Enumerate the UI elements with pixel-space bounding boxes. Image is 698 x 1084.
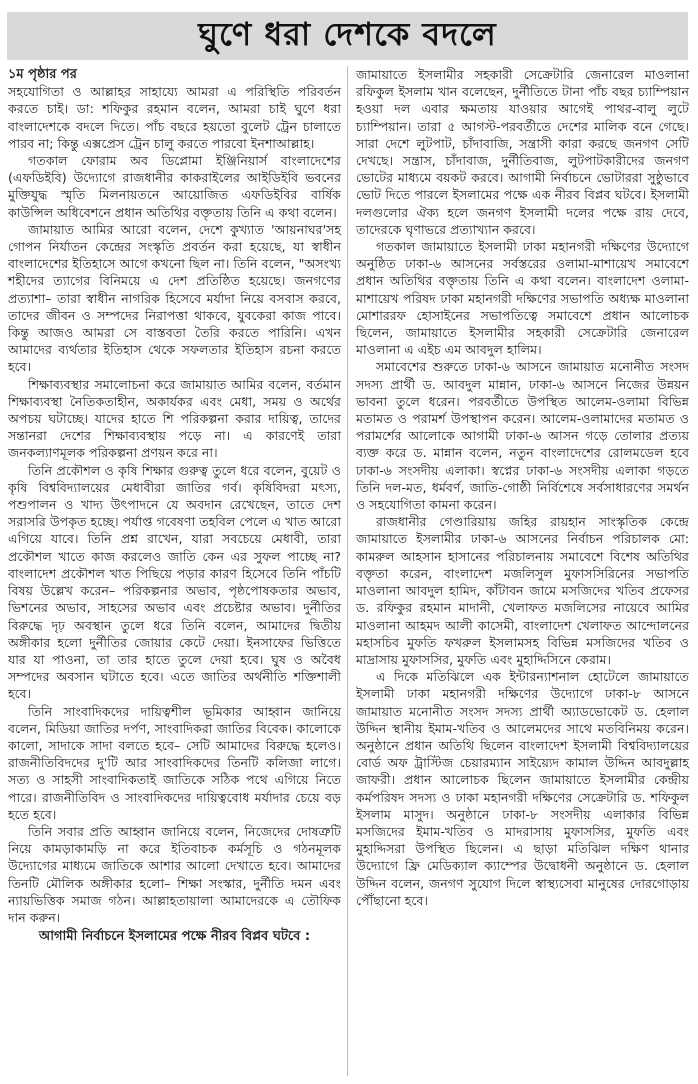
paragraph: রাজধানীর গেণ্ডারিয়ায় জহির রায়হান সাংস্কৃতিক কেন্দ্রে জামায়াতে ইসলামীর ঢাকা-৬ আসনের নির্বাচন পরিচালক মো: কামরুল আহসান হাসানের পরিচালনায় সমাবেশে বিশেষ অতিথির বক্তৃতা করেন, বাংলাদেশ মজলিসুল মুফাসসিরিনের সভাপতি মাওলানা আবদুল হামিদ, কাঁটাবন জামে মসজিদের খতিব প্রফেসর ড. রফিকুর রহমান মাদানী, খেলাফত মজলিসের নায়েবে আমির মাওলানা আহমদ আলী কাসেমী, বাংলাদেশ খেলাফত আন্দোলনের মহাসচিব মুফতি ফখরুল ইসলামসহ বিভিন্ন মসজিদের খতিব ও মাদ্রাসায় মুফাসসির, মুফতি এবং মুহাদ্দিসিনে কেরাম। <box>356 514 689 667</box>
paragraph: তিনি প্রকৌশল ও কৃষি শিক্ষার গুরুত্ব তুলে ধরে বলেন, বুয়েট ও কৃষি বিশ্ববিদ্যালয়ের মেধাবীরা জাতির গর্ব। কৃষিবিদরা মৎস্য, পশুপালন ও খাদ্য উৎপাদনে যে অবদান রেখেছেন, তাতে দেশ সরাসরি উপকৃত হচ্ছে। পর্যাপ্ত গবেষণা তহবিল পেলে এ খাত আরো এগিয়ে যাবে। তিনি প্রশ্ন রাখেন, যারা সবচেয়ে মেধাবী, তারা প্রকৌশল খাতে কাজ করলেও জাতি কেন এর সুফল পাচ্ছে না? বাংলাদেশ প্রকৌশল খাত পিছিয়ে পড়ার কারণ হিসেবে তিনি পাঁচটি বিষয় উল্লেখ করেন– পরিকল্পনার অভাব, পৃষ্ঠপোষকতার অভাব, ভিশনের অভাব, সাহসের অভাব এবং প্রচেষ্টার অভাব। দুর্নীতির বিরুদ্ধে দৃঢ় অবস্থান তুলে ধরে তিনি বলেন, আমাদের দ্বিতীয় অঙ্গীকার হলো দুর্নীতির জোয়ার কেটে দেয়া। ইনসাফের ভিত্তিতে যার যা পাওনা, তা তার হাতে তুলে দেয়া হবে। ঘুষ ও অবৈধ সম্পদের অবসান ঘটাতে হবে। এতে জাতির অর্থনীতি শক্তিশালী হবে। <box>8 462 341 702</box>
left-column <box>8 66 341 945</box>
headline: ঘুণে ধরা দেশকে বদলে <box>198 15 497 53</box>
paragraph: তিনি সবার প্রতি আহ্বান জানিয়ে বলেন, নিজেদের দোষত্রুটি নিয়ে কামড়াকামড়ি না করে ইতিবাচক কর্মসূচি ও গঠনমূলক উদ্যোগের মাধ্যমে জাতিকে আশার আলো দেখাতে হবে। আমাদের তিনটি মৌলিক অঙ্গীকার হলো– শিক্ষা সংস্কার, দুর্নীতি দমন এবং ন্যায়ভিত্তিক সমাজ গঠন। আল্লাহতায়ালা আমাদেরকে এ তৌফিক দান করুন। <box>8 823 341 925</box>
paragraph: জামায়াত আমির আরো বলেন, দেশে কুখ্যাত 'আয়নাঘর'সহ গোপন নির্যাতন কেন্দ্রের সংস্কৃতি প্রবর্তন করা হয়েছে, যা স্বাধীন বাংলাদেশের ইতিহাসে আগে কখনো ছিল না। তিনি বলেন, "অসংখ্য শহীদের ত্যাগের বিনিময়ে এ দেশ প্রতিষ্ঠিত হয়েছে। জনগণের প্রত্যাশা– তারা স্বাধীন নাগরিক হিসেবে মর্যাদা নিয়ে বসবাস করবে, তাদের জীবন ও সম্পদের নিরাপত্তা থাকবে, যুবকেরা কাজ পাবে। কিন্তু আজও আমরা সে বাস্তবতা তৈরি করতে পারিনি। এখন আমাদের ব্যর্থতার ইতিহাস থেকে সফলতার ইতিহাস রচনা করতে হবে। <box>8 221 341 375</box>
paragraph: গতকাল ফোরাম অব ডিপ্লোমা ইঞ্জিনিয়ার্স বাংলাদেশের (এফডিইবি) উদ্যোগে রাজধানীর কাকরাইলের আইডিইবি ভবনের মুক্তিযুদ্ধ স্মৃতি মিলনায়তনে আয়োজিত এফডিইবির বার্ষিক কাউন্সিল অধিবেশনে প্রধান অতিথির বক্তৃতায় তিনি এ কথা বলেন। <box>8 153 341 220</box>
paragraph: জামায়াতে ইসলামীর সহকারী সেক্রেটারি জেনারেল মাওলানা রফিকুল ইসলাম খান বলেছেন, দুর্নীতিতে টানা পাঁচ বছর চ্যাম্পিয়ান হওয়া দল এবার ক্ষমতায় যাওয়ার আগেই পাথর-বালু লুটে চ্যাম্পিয়ান। তারা ৫ আগস্ট-পরবর্তীতে দেশের মালিক বনে গেছে। সারা দেশে লুটপাট, চাঁদাবাজি, সন্ত্রাসী কারা করছে জনগণ সেটি দেখছে। সন্ত্রাস, চাঁদাবাজ, দুর্নীতিবাজ, লুটপাটকারীদের জনগণ ভোটের মাধ্যমে বয়কট করবে। আগামী নির্বাচনে ভোটাররা সুষ্ঠুভাবে ভোট দিতে পারলে ইসলামের পক্ষে এক নীরব বিপ্লব ঘটবে। ইসলামী দলগুলোর ঐক্য হলে জনগণ ইসলামী দলের পক্ষে রায় দেবে, তাদেরকে ঘৃণাভরে প্রত্যাখ্যান করবে। <box>356 67 689 237</box>
paragraph: শিক্ষাব্যবস্থার সমালোচনা করে জামায়াত আমির বলেন, বর্তমান শিক্ষাব্যবস্থা নৈতিকতাহীন, অকার্যকর এবং মেধা, সময় ও অর্থের অপচয় ঘটাচ্ছে। যাদের হাতে শি পরিকল্পনা করার দায়িত্ব, তাদের সন্তানরা দেশের শিক্ষাব্যবস্থায় পড়ে না। এ কারণেই তারা জনকল্যাণমূলক পরিকল্পনা প্রণয়ন করে না। <box>8 376 341 461</box>
continued-from-kicker: ১ম পৃষ্ঠার পর <box>8 67 77 82</box>
column-divider <box>347 66 348 1076</box>
paragraph: এ দিকে মতিঝিলে এক ইন্টারন্যাশনাল হোটেলে জামায়াতে ইসলামী ঢাকা মহানগরী দক্ষিণের উদ্যোগে ঢাকা-৮ আসনে জামায়াত মনোনীত সংসদ সদস্য প্রার্থী অ্যাডভোকেট ড. হেলাল উদ্দিন স্থানীয় ইমাম-খতিব ও আলেমদের সাথে মতবিনিময় করেন। অনুষ্ঠানে প্রধান অতিথি ছিলেন বাংলাদেশ ইসলামী বিশ্ববিদ্যালয়ের বোর্ড অফ ট্রাস্টিজ চেয়ারম্যান সাইয়্যেদ কামাল উদ্দিন আবদুল্লাহ জাফরী। প্রধান আলোচক ছিলেন জামায়াতে ইসলামীর কেন্দ্রীয় কর্মপরিষদ সদস্য ও ঢাকা মহানগরী দক্ষিণের সেক্রেটারি ড. শফিকুল ইসলাম মাসুদ। অনুষ্ঠানে ঢাকা-৮ সংসদীয় এলাকার বিভিন্ন মসজিদের ইমাম-খতিব ও মাদরাসায় মুফাসসির, মুফতি এবং মুহাদ্দিসরা উপস্থিত ছিলেন। এ ছাড়া মতিঝিল দক্ষিণ থানার উদ্যোগে ফ্রি মেডিক্যাল ক্যাম্পের উদ্বোধনী অনুষ্ঠানে ড. হেলাল উদ্দিন বলেন, জনগণ সুযোগ দিলে স্বাস্থ্যসেবা মানুষের দোরগোড়ায় পৌঁছানো হবে। <box>356 669 689 908</box>
right-column <box>356 66 689 909</box>
paragraph: সমাবেশের শুরুতে ঢাকা-৬ আসনে জামায়াত মনোনীত সংসদ সদস্য প্রার্থী ড. আবদুল মান্নান, ঢাকা-৬ আসনে নিজের উন্নয়ন ভাবনা তুলে ধরেন। পরবর্তীতে উপস্থিত আলেম-ওলামা বিভিন্ন মতামত ও পরামর্শ উপস্থাপন করেন। আলেম-ওলামাদের মতামত ও পরামর্শের আলোকে আগামী ঢাকা-৬ আসন গড়ে তোলার প্রত্যয় ব্যক্ত করে ড. মান্নান বলেন, নতুন বাংলাদেশের রোলমডেল হবে ঢাকা-৬ সংসদীয় এলাকা। স্বপ্নের ঢাকা-৬ সংসদীয় এলাকা গড়তে তিনি দল-মত, ধর্মবর্ণ, জাতি-গোষ্ঠী নির্বিশেষে সর্বসাধারণের সমর্থন ও সহযোগিতা কামনা করেন। <box>356 359 689 513</box>
headline-bar <box>7 12 688 60</box>
paragraph: সহযোগিতা ও আল্লাহর সাহায্যে আমরা এ পরিস্থিতি পরিবর্তন করতে চাই। ডা: শফিকুর রহমান বলেন, আমরা চাই ঘুণে ধরা বাংলাদেশকে বদলে দিতে। পাঁচ বছরে হয়তো বুলেট ট্রেন চালাতে পারব না; কিন্তু এক্সপ্রেস ট্রেন চালু করতে পারবো ইনশাআল্লাহ। <box>8 84 341 151</box>
subheading: আগামী নির্বাচনে ইসলামের পক্ষে নীরব বিপ্লব ঘটবে : <box>38 929 311 945</box>
paragraph: তিনি সাংবাদিকদের দায়িত্বশীল ভূমিকার আহ্বান জানিয়ে বলেন, মিডিয়া জাতির দর্পণ, সাংবাদিকরা জাতির বিবেক। কালোকে কালো, সাদাকে সাদা বলতে হবে– সেটি আমাদের বিরুদ্ধে হলেও। রাজনীতিবিদদের দু'টি আর সাংবাদিকদের তিনটি কলিজা লাগে। সত্য ও সাহসী সাংবাদিকতাই জাতিকে সঠিক পথে এগিয়ে নিতে পারে। রাজনীতিবিদ ও সাংবাদিকদের দায়িত্ববোধ মর্যাদার চেয়ে বড় হতে হবে। <box>8 703 341 822</box>
paragraph: গতকাল জামায়াতে ইসলামী ঢাকা মহানগরী দক্ষিণের উদ্যোগে অনুষ্ঠিত ঢাকা-৬ আসনের সর্বস্তরের ওলামা-মাশায়েখ সমাবেশে প্রধান অতিথির বক্তৃতায় তিনি এ কথা বলেন। বাংলাদেশ ওলামা-মাশায়েখ পরিষদ ঢাকা মহানগরী দক্ষিণের সভাপতি অধ্যক্ষ মাওলানা মোশাররফ হোসাইনের সভাপতিত্বে সমাবেশে প্রধান আলোচক ছিলেন, জামায়াতে ইসলামীর সহকারী সেক্রেটারি জেনারেল মাওলানা এ এইচ এম আবদুল হালিম। <box>356 239 689 358</box>
